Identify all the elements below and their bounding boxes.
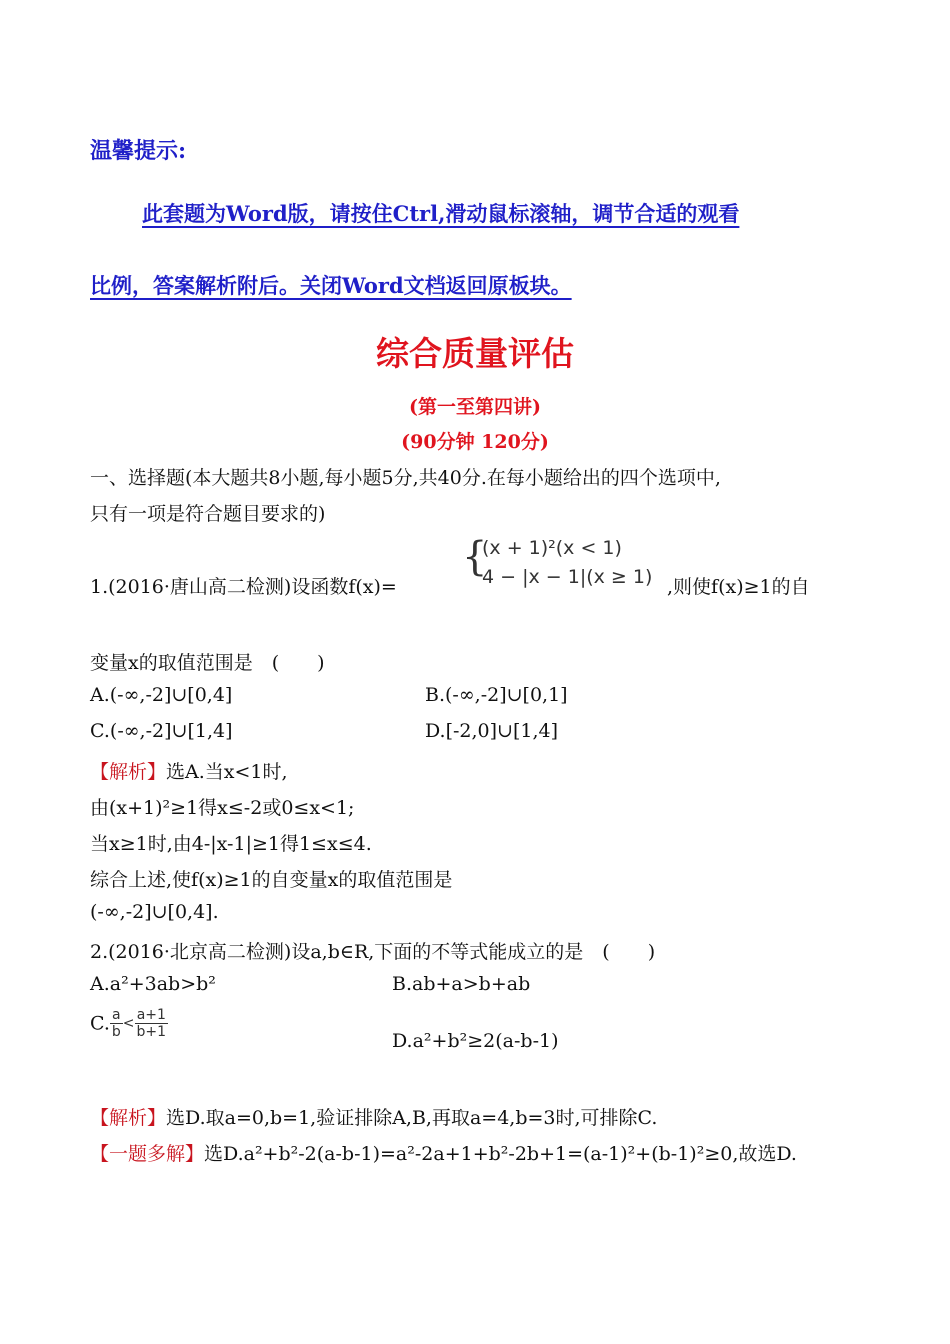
q1-solution-line-5: (-∞,-2]∪[0,4]. <box>90 901 219 923</box>
tip-line-2: 比例，答案解析附后。关闭Word文档返回原板块。 <box>90 273 572 298</box>
q2-alt-solution-text: 选D.a²+b²-2(a-b-1)=a²-2a+1+b²-2b+1=(a-1)²+(b-1)²≥0,故选D. <box>204 1143 797 1165</box>
q1-prefix: 1.(2016·唐山高二检测)设函数f(x)= <box>90 576 397 598</box>
q1-solution-line-4: 综合上述,使f(x)≥1的自变量x的取值范围是 <box>90 869 453 891</box>
exam-time: (90分钟 120分) <box>401 431 549 453</box>
page-subtitle: (第一至第四讲) <box>409 396 541 418</box>
q2-option-d: D.a²+b²≥2(a-b-1) <box>392 1030 559 1052</box>
q1-case-2: 4 − |x − 1|(x ≥ 1) <box>482 566 653 588</box>
fraction-numerator: a+1 <box>136 1007 166 1023</box>
fraction-denominator: b+1 <box>136 1024 167 1040</box>
section-intro-line-1: 一、选择题(本大题共8小题,每小题5分,共40分.在每小题给出的四个选项中, <box>90 467 721 489</box>
q1-solution-tag: 【解析】 <box>90 761 167 783</box>
q2-option-c-label: C. <box>90 1012 110 1035</box>
page-title: 综合质量评估 <box>376 334 574 373</box>
fraction-denominator: b <box>111 1024 121 1040</box>
q2-solution-tag: 【解析】 <box>90 1107 167 1129</box>
piecewise-brace: { <box>462 534 488 580</box>
q2-option-b: B.ab+a>b+ab <box>392 973 531 995</box>
fraction-a-over-b <box>110 1007 123 1040</box>
q2-solution <box>90 1103 657 1130</box>
q1-option-d: D.[-2,0]∪[1,4] <box>425 720 559 742</box>
q1-solution-line-2: 由(x+1)²≥1得x≤-2或0≤x<1; <box>90 797 355 819</box>
q1-case-1: (x + 1)²(x < 1) <box>482 537 622 559</box>
q2-option-a: A.a²+3ab>b² <box>90 973 216 995</box>
q1-solution-line-3: 当x≥1时,由4-|x-1|≥1得1≤x≤4. <box>90 833 372 855</box>
q2-alt-solution <box>90 1139 797 1166</box>
q2-option-c <box>90 1007 168 1040</box>
q1-option-a: A.(-∞,-2]∪[0,4] <box>90 684 233 706</box>
q2-solution-text: 选D.取a=0,b=1,验证排除A,B,再取a=4,b=3时,可排除C. <box>166 1107 658 1129</box>
fraction-numerator: a <box>112 1007 121 1023</box>
less-than-sign: < <box>122 1015 135 1032</box>
q2-alt-solution-tag: 【一题多解】 <box>90 1143 205 1165</box>
q1-suffix: ,则使f(x)≥1的自 <box>667 576 810 598</box>
q1-option-c: C.(-∞,-2]∪[1,4] <box>90 720 233 742</box>
tip-line-1: 此套题为Word版，请按住Ctrl,滑动鼠标滚轴，调节合适的观看 <box>142 201 740 226</box>
section-intro-line-2: 只有一项是符合题目要求的) <box>90 503 326 525</box>
q1-solution-text: 选A.当x<1时, <box>166 761 288 783</box>
q1-line-2: 变量x的取值范围是 ( ) <box>90 652 325 674</box>
fraction-a1-over-b1 <box>135 1007 169 1040</box>
tip-title: 温馨提示: <box>90 138 187 164</box>
q2-stem: 2.(2016·北京高二检测)设a,b∈R,下面的不等式能成立的是 ( ) <box>90 941 656 963</box>
q1-solution-line-1 <box>90 757 288 784</box>
q1-option-b: B.(-∞,-2]∪[0,1] <box>425 684 568 706</box>
